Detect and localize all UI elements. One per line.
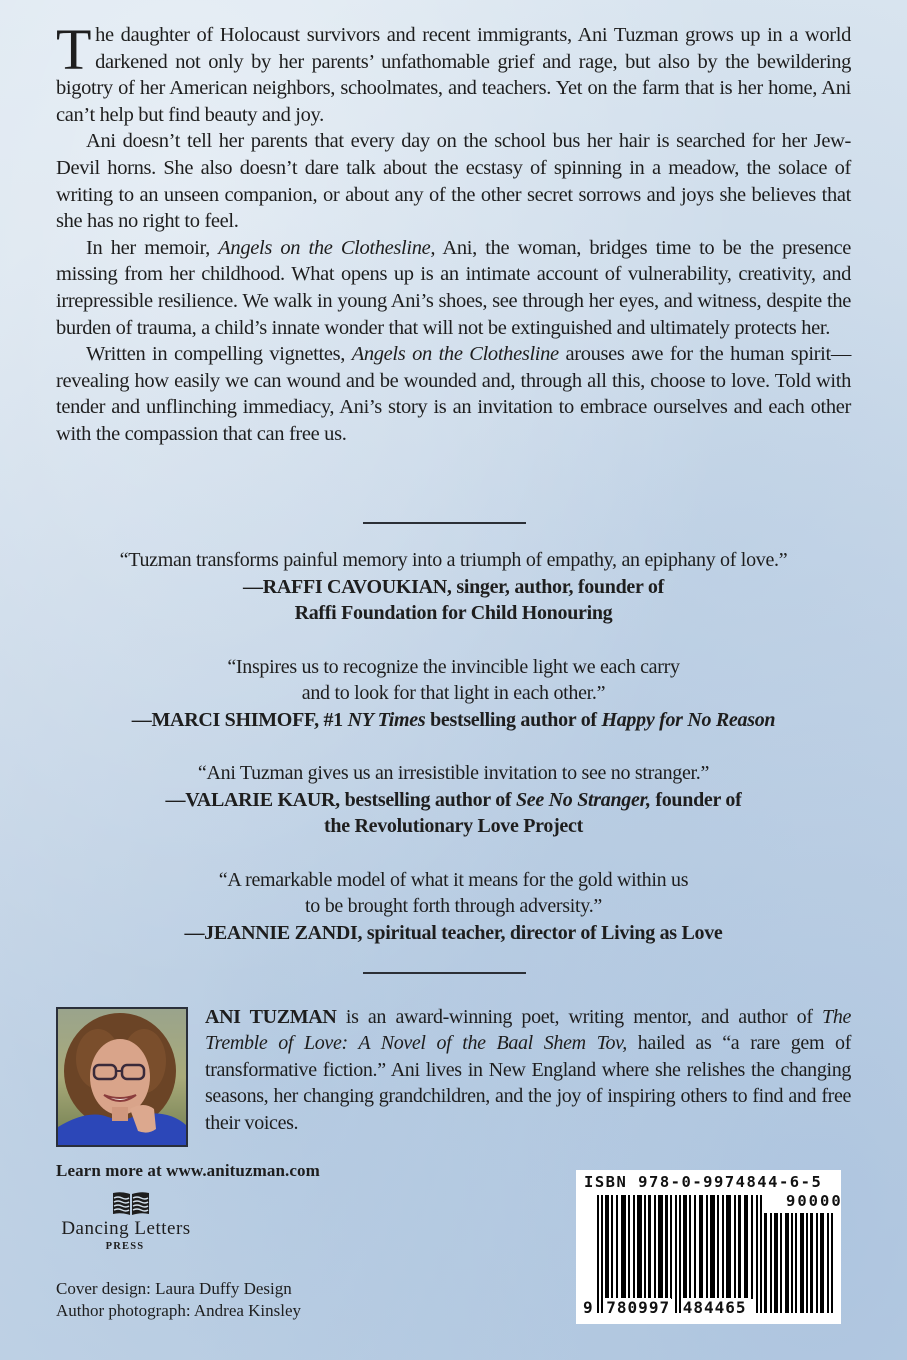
endorsement-attribution: —VALARIE KAUR, bestselling author of See No Stranger, founder of xyxy=(165,788,742,811)
cover-design-credit: Cover design: Laura Duffy Design xyxy=(56,1279,292,1298)
book-title-italic: Angels on the Clothesline, xyxy=(218,236,436,259)
drop-cap: T xyxy=(56,17,92,82)
endorsement xyxy=(40,867,867,947)
blurb-paragraph xyxy=(56,128,851,234)
author-photo-credit: Author photograph: Andrea Kinsley xyxy=(56,1301,302,1320)
author-website[interactable]: Learn more at www.anituzman.com xyxy=(56,1161,320,1180)
isbn-barcode xyxy=(576,1170,841,1324)
author-photo xyxy=(56,1007,188,1147)
endorsement-quote: “Inspires us to recognize the invincible light we each carry xyxy=(227,655,680,678)
other-book-title: The Tremble of Love: A Novel of the Baal Shem Tov, xyxy=(205,1006,851,1055)
endorsement-quote: and to look for that light in each other.” xyxy=(301,682,606,704)
endorsement-attribution: Raffi Foundation for Child Honouring xyxy=(294,602,613,624)
endorsements xyxy=(40,547,867,973)
open-book-icon xyxy=(112,1192,150,1216)
author-portrait-icon xyxy=(58,1009,186,1145)
blurb-text: Written in compelling vignettes, xyxy=(86,343,352,366)
endorsement-attribution: —RAFFI CAVOUKIAN, singer, author, founder of xyxy=(243,575,664,598)
publisher-name: Dancing Letters xyxy=(61,1218,191,1239)
publisher-subtitle: PRESS xyxy=(105,1241,145,1252)
blurb-text: In her memoir, xyxy=(86,236,219,259)
endorsement-quote: “Ani Tuzman gives us an irresistible invitation to see no stranger.” xyxy=(197,762,710,784)
bio-segment: hailed as “a rare gem of transformative fiction.” Ani lives in New England where she relishes the changing seasons, her changing grandchildren, and the joy of inspiring others to find and free their voices. xyxy=(205,1032,852,1134)
endorsement xyxy=(40,547,867,627)
endorsement xyxy=(40,760,867,840)
author-name: ANI TUZMAN xyxy=(205,1006,337,1028)
barcode-digits: 9 780997 484465 xyxy=(583,1298,747,1317)
endorsement-quote: “A remarkable model of what it means for the gold within us xyxy=(218,868,689,891)
endorsement-attribution: the Revolutionary Love Project xyxy=(324,815,583,837)
blurb-text: arouses awe for the human spirit—revealing how easily we can wound and be wounded and, through all this, choose to love. Told with tender and unflinching immediacy, Ani’s story is an invitation to embrace ourselves and each other with the compassion that can free us. xyxy=(56,343,851,445)
isbn-label: ISBN 978-0-9974844-6-5 xyxy=(584,1173,823,1191)
section-divider xyxy=(363,522,526,524)
blurb-text: Ani doesn’t tell her parents that every day on the school bus her hair is searched for her Jew-Devil horns. She also doesn’t dare talk about the ecstasy of spinning in a meadow, the solace of writing to an unseen companion, or about any of the other secret sorrows and joys she believes that she has no right to feel. xyxy=(56,130,851,233)
section-divider xyxy=(363,972,526,974)
barcode-bars xyxy=(597,1195,763,1313)
bio-text xyxy=(205,1004,851,1136)
endorsement-attribution: —MARCI SHIMOFF, #1 NY Times bestselling author of Happy for No Reason xyxy=(131,708,776,731)
credits xyxy=(56,1278,301,1322)
addon-barcode-bars xyxy=(760,1213,833,1313)
blurb-text: he daughter of Holocaust survivors and recent immigrants, Ani Tuzman grows up in a world darkened not only by her parents’ unfathomable grief and rage, but also by the bewildering bigotry of her American neighbors, schoolmates, and teachers. Yet on the farm that is her home, Ani can’t help but find beauty and joy. xyxy=(56,24,851,126)
blurb-text: Ani, the woman, bridges time to be the presence missing from her childhood. What opens up is an intimate account of vulnerability, creativity, and irrepressible resilience. We walk in young Ani’s shoes, see through her eyes, and witness, despite the burden of trauma, a child’s innate wonder that will not be extinguished and ultimately protects her. xyxy=(56,236,851,339)
endorsement-attribution: —JEANNIE ZANDI, spiritual teacher, director of Living as Love xyxy=(184,921,723,944)
blurb-paragraph xyxy=(56,17,851,128)
blurb-paragraph xyxy=(56,341,851,447)
blurb-paragraph xyxy=(56,235,851,341)
book-description xyxy=(56,17,851,448)
endorsement-quote: “Tuzman transforms painful memory into a triumph of empathy, an epiphany of love.” xyxy=(119,549,788,571)
book-title-italic: Angels on the Clothesline xyxy=(351,343,559,366)
publisher-logo xyxy=(56,1192,206,1252)
endorsement xyxy=(40,654,867,734)
endorsement-quote: to be brought forth through adversity.” xyxy=(305,895,602,917)
bio-segment: is an award-winning poet, writing mentor, and author of xyxy=(336,1006,823,1028)
price-code: 90000 xyxy=(786,1192,843,1210)
